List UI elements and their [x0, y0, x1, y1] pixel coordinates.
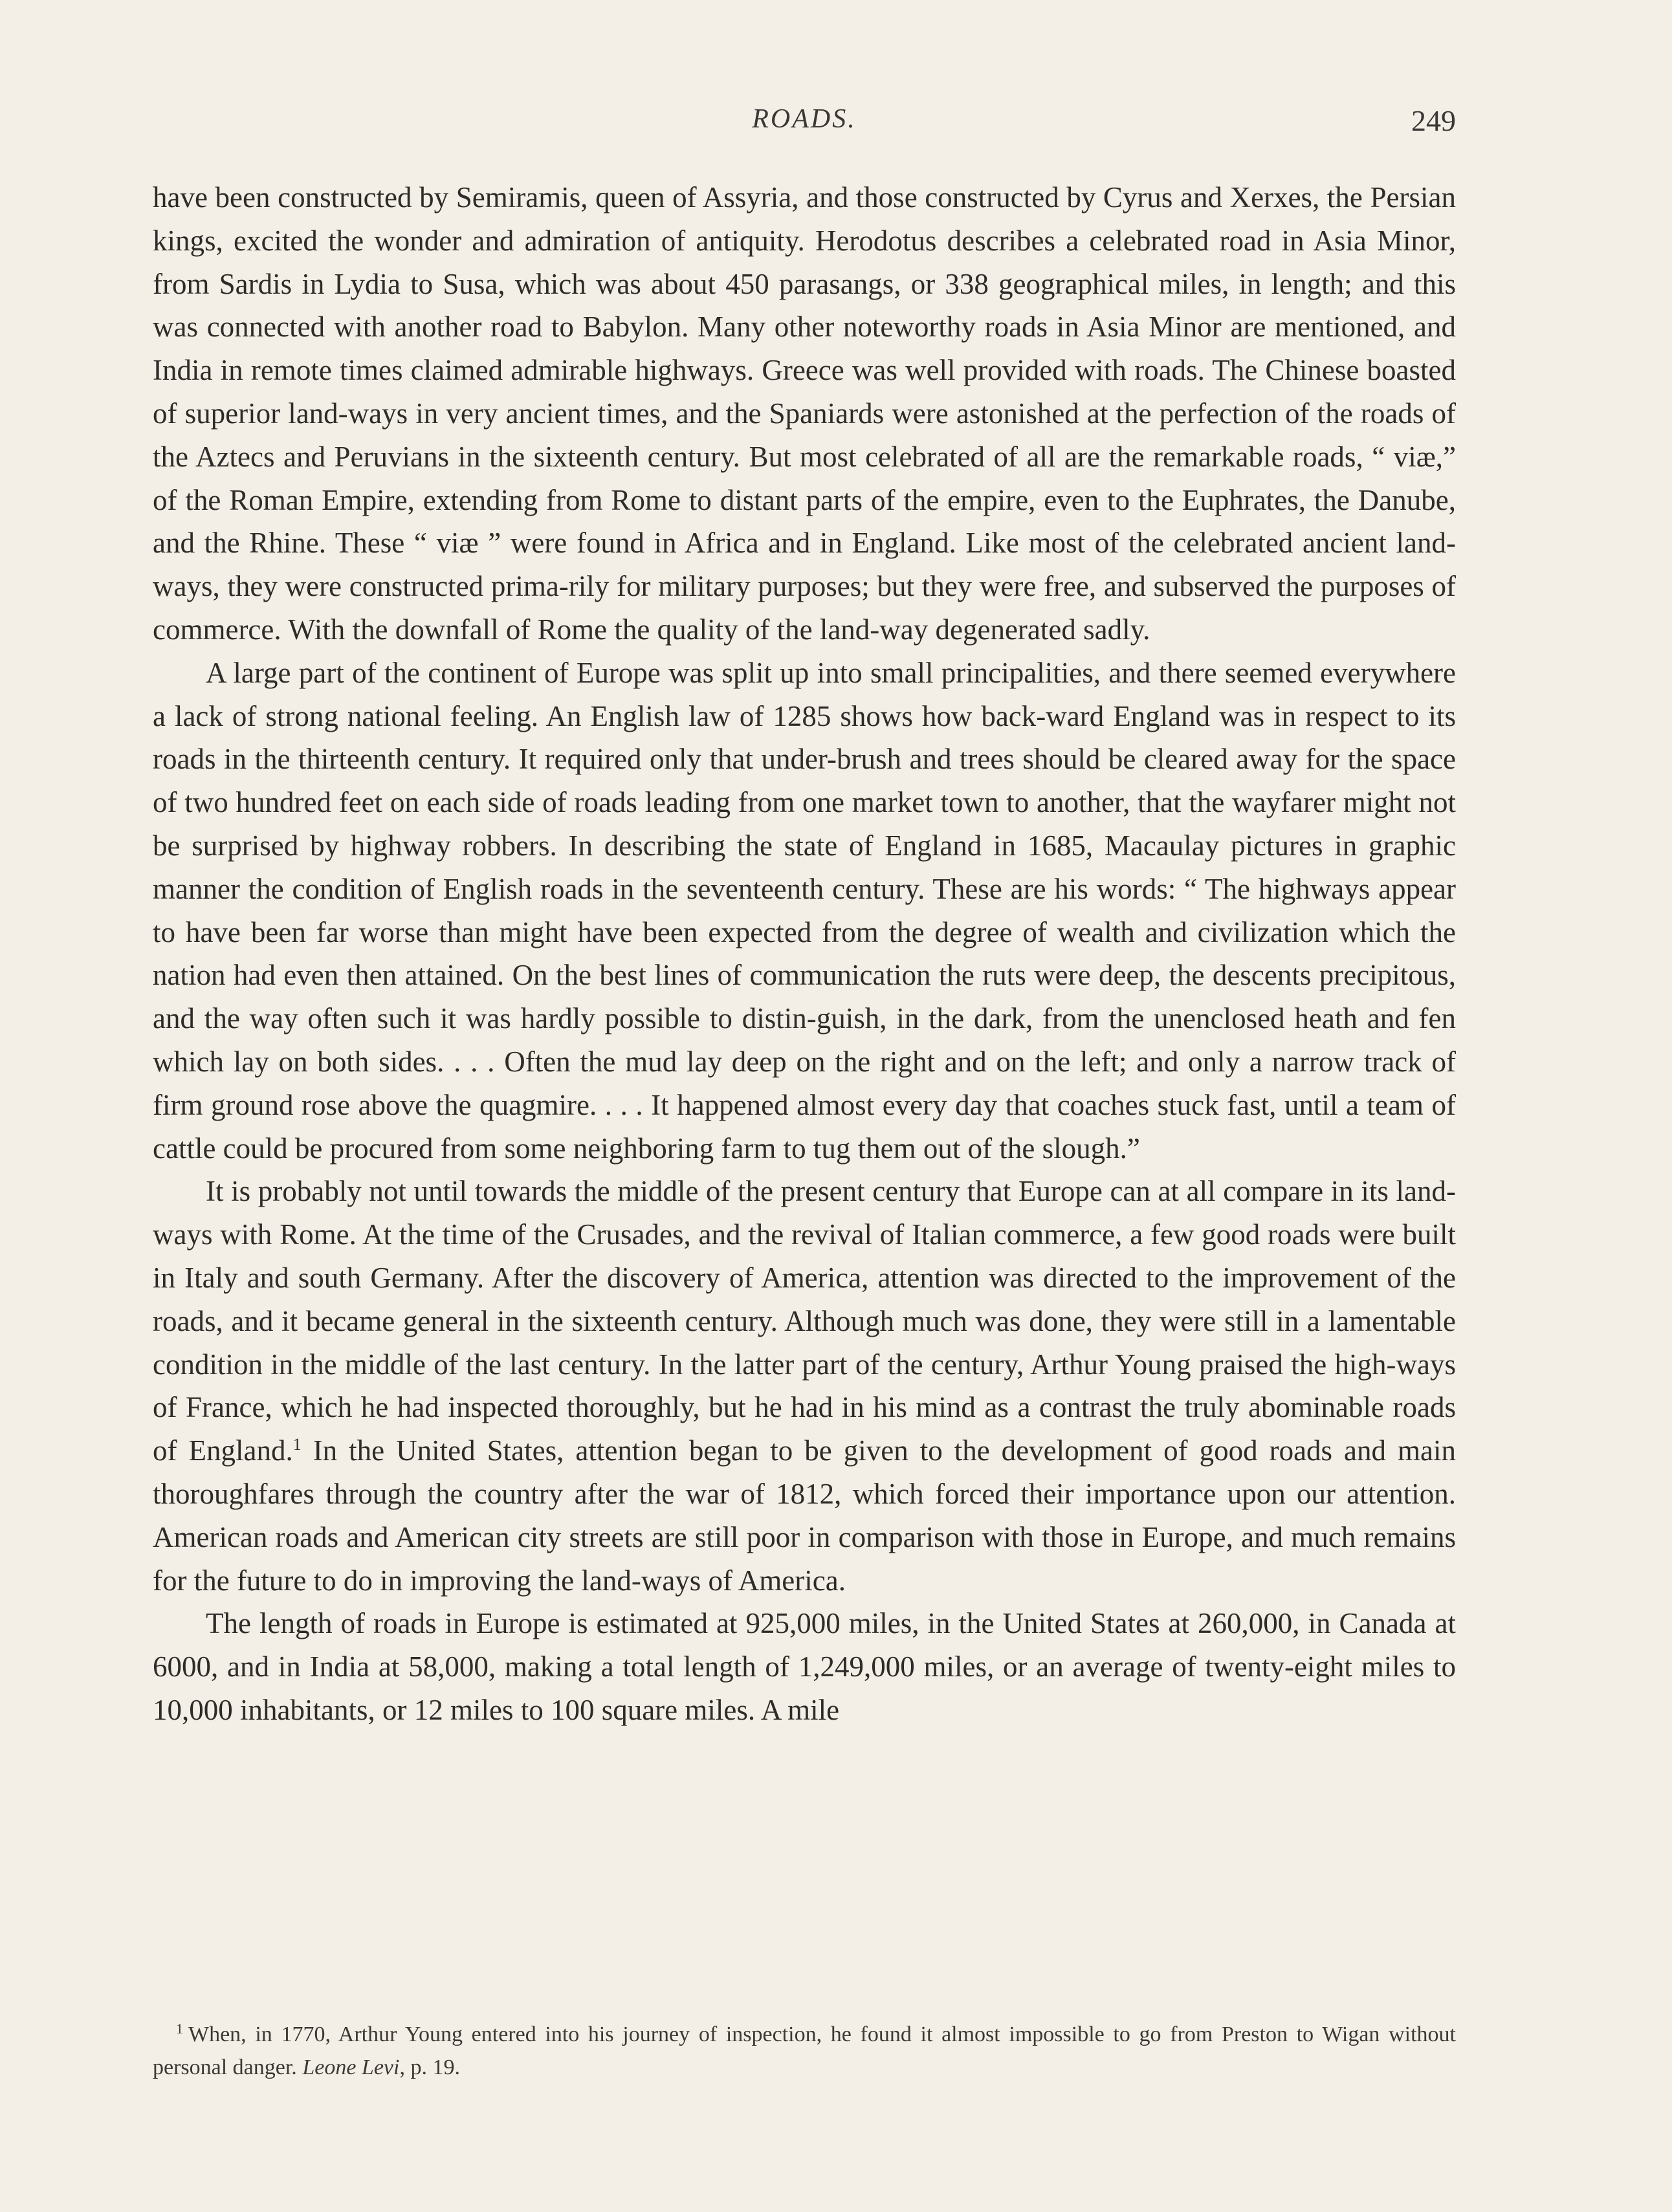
footnote-1	[153, 2018, 1456, 2084]
footnote-reference[interactable]: 1	[292, 1435, 302, 1454]
paragraph-4: The length of roads in Europe is estimated at 925,000 miles, in the United States at 260,000, in Canada at 6000, and in India at 58,000, making a total length of 1,249,000 miles, or an average of twenty-eight miles to 10,000 inhabitants, or 12 miles to 100 square miles. A mile	[153, 1607, 1456, 1726]
running-title: ROADS.	[752, 104, 857, 134]
footnote-mark: 1	[176, 2020, 183, 2037]
paragraph-3-text-after-ref: In the United States, attention began to be given to the development of good roads and main thoroughfares through the country after the war of 1812, which forced their importance upon our attention. American roads and American city streets are still poor in comparison with those in Europe, and much remains for the future to do in improving the land-ways of America.	[153, 1434, 1457, 1597]
footnotes	[153, 2018, 1456, 2084]
paragraph-3-text-before-ref: It is probably not until towards the middle of the present century that Europe can at all compare in its land-ways with Rome. At the time of the Crusades, and the revival of Italian commerce, a few good roads were built in Italy and south Germany. After the discovery of America, attention was directed to the improvement of the roads, and it became general in the sixteenth century. Although much was done, they were still in a lamentable condition in the middle of the last century. In the latter part of the century, Arthur Young praised the high-ways of France, which he had inspected thoroughly, but he had in his mind as a contrast the truly abominable roads of England.	[153, 1175, 1456, 1467]
body-text	[153, 176, 1456, 1732]
footnote-text: When, in 1770, Arthur Young entered into his journey of inspection, he found it almost impossible to go from Preston to Wigan without personal danger.	[153, 2022, 1456, 2079]
footnote-page: , p. 19.	[399, 2055, 460, 2079]
running-header	[153, 104, 1456, 149]
page-number: 249	[1411, 104, 1456, 137]
footnote-source: Leone Levi	[302, 2055, 400, 2079]
paragraph-3	[153, 1170, 1456, 1602]
paragraph-1: have been constructed by Semiramis, queen of Assyria, and those constructed by Cyrus and Xerxes, the Persian kings, excited the wonder and admiration of antiquity. Herodotus describes a celebrated road in Asia Minor, from Sardis in Lydia to Susa, which was about 450 parasangs, or 338 geographical miles, in length; and this was connected with another road to Babylon. Many other noteworthy roads in Asia Minor are mentioned, and India in remote times claimed admirable highways. Greece was well provided with roads. The Chinese boasted of superior land-ways in very ancient times, and the Spaniards were astonished at the perfection of the roads of the Aztecs and Peruvians in the sixteenth century. But most celebrated of all are the remarkable roads, “ viæ,” of the Roman Empire, extending from Rome to distant parts of the empire, even to the Euphrates, the Danube, and the Rhine. These “ viæ ” were found in Africa and in England. Like most of the celebrated ancient land-ways, they were constructed prima-rily for military purposes; but they were free, and subserved the purposes of commerce. With the downfall of Rome the quality of the land-way degenerated sadly.	[153, 181, 1456, 646]
paragraph-2: A large part of the continent of Europe was split up into small principalities, and there seemed everywhere a lack of strong national feeling. An English law of 1285 shows how back-ward England was in respect to its roads in the thirteenth century. It required only that under-brush and trees should be cleared away for the space of two hundred feet on each side of roads leading from one market town to another, that the wayfarer might not be surprised by highway robbers. In describing the state of England in 1685, Macaulay pictures in graphic manner the condition of English roads in the seventeenth century. These are his words: “ The highways appear to have been far worse than might have been expected from the degree of wealth and civilization which the nation had even then attained. On the best lines of communication the ruts were deep, the descents precipitous, and the way often such it was hardly possible to distin-guish, in the dark, from the unenclosed heath and fen which lay on both sides. . . . Often the mud lay deep on the right and on the left; and only a narrow track of firm ground rose above the quagmire. . . . It happened almost every day that coaches stuck fast, until a team of cattle could be procured from some neighboring farm to tug them out of the slough.”	[153, 656, 1456, 1165]
